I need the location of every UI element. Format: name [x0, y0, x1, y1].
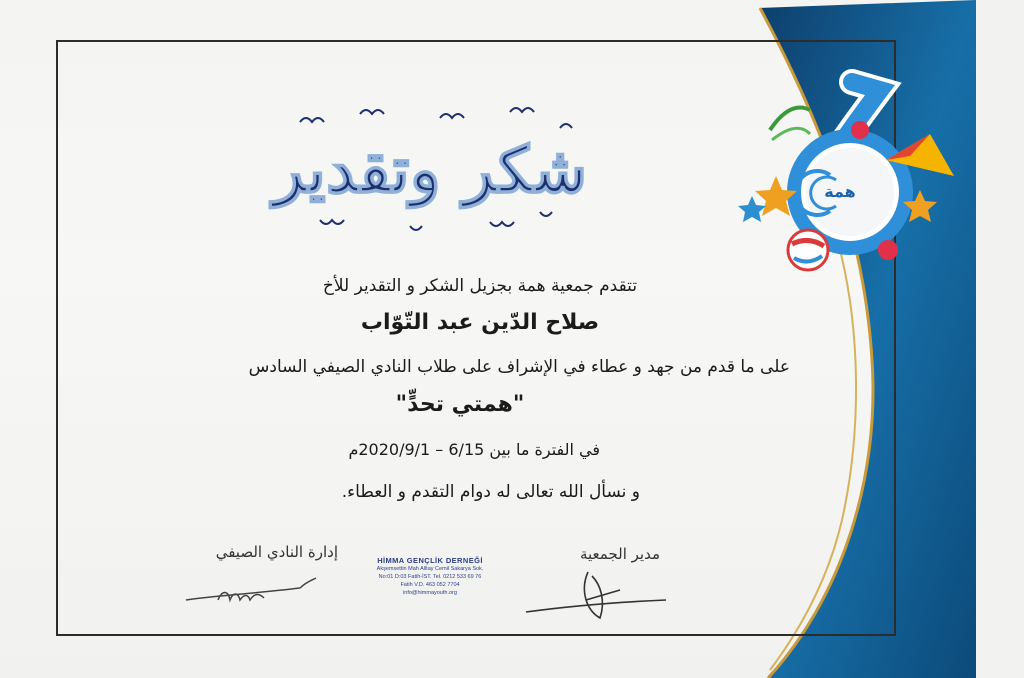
left-signature [186, 578, 316, 600]
program-name: "همتي تحدٍّ" [395, 392, 525, 417]
stamp-name: HİMMA GENÇLİK DERNEĞİ [377, 556, 483, 565]
stamp-email-line: info@himmayouth.org [403, 590, 457, 596]
reason-text: على ما قدم من جهد و عطاء في الإشراف على طلاب النادي الصيفي السادس [248, 357, 790, 377]
period-text: في الفترة ما بين 6/15 – 2020/9/1م [348, 440, 600, 459]
stamp-address-line: Akşemsettin Mah Alltay Cemil Sakarya Sok. [376, 566, 484, 572]
stamp-phone-line: No:01 D:03 Fatih-İST. Tel. 0212 533 69 76 [378, 574, 482, 580]
recipient-name: صلاح الدّين عبد التّوّاب [360, 310, 600, 335]
right-signature [526, 572, 666, 618]
stamp-tax-line: Fatih V.D. 463 052 7704 [400, 582, 460, 588]
intro-text: تتقدم جمعية همة بجزيل الشكر و التقدير للأخ [322, 276, 638, 296]
title-text: شكر وتقدير [272, 133, 588, 208]
badge-logo-text: همة [824, 182, 856, 201]
closing-text: و نسأل الله تعالى له دوام التقدم و العطاء. [341, 482, 640, 502]
association-director-label: مدير الجمعية [579, 545, 660, 563]
summer-club-admin-label: إدارة النادي الصيفي [215, 543, 338, 561]
association-stamp [360, 556, 500, 597]
